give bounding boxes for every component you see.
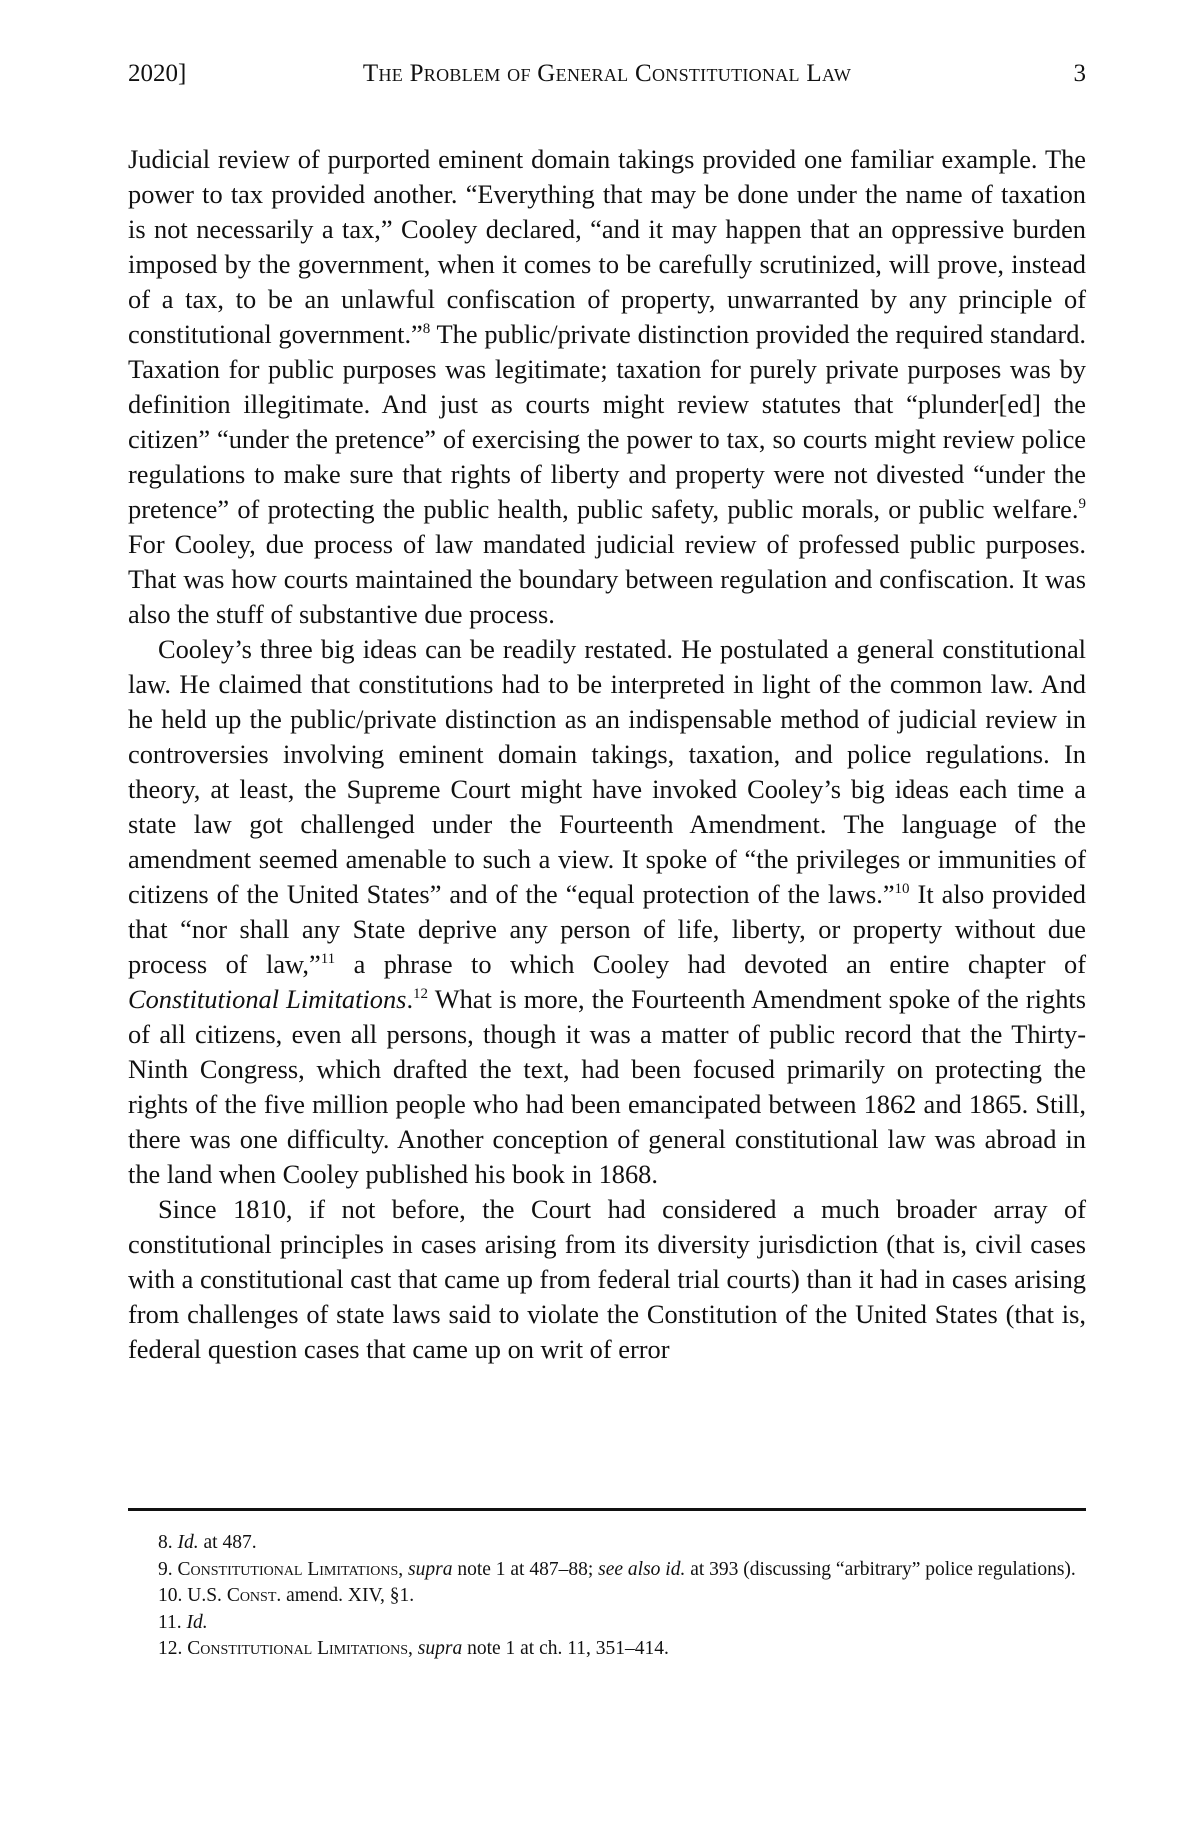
- footnote-text: amend. XIV, §1.: [281, 1585, 415, 1606]
- footnote-text: note 1 at 487–88;: [452, 1558, 599, 1580]
- footnote-8: [128, 1530, 1086, 1557]
- running-head: [128, 56, 1086, 92]
- footnote-number: 8.: [158, 1532, 173, 1553]
- footnote-ref-11[interactable]: 11: [320, 951, 336, 968]
- paragraph-2-period: .: [406, 984, 414, 1014]
- footnote-smallcaps: Constitutional Limitations: [177, 1558, 399, 1580]
- footnote-italic: Id.: [186, 1611, 208, 1633]
- footnote-italic: supra: [417, 1638, 463, 1659]
- footnote-number: 10.: [158, 1585, 183, 1606]
- page-number: 3: [1073, 60, 1086, 87]
- main-text: [128, 142, 1086, 1367]
- footnote-text: at 393 (discussing “arbitrary” police regulations).: [685, 1558, 1076, 1580]
- paragraph-2-text-b: It also provided that “nor shall any State deprive any person of life, liberty, or property without due process of law,”: [128, 879, 1086, 979]
- footnote-text: at 487.: [198, 1532, 257, 1553]
- footnote-11: [128, 1610, 1086, 1637]
- volume-year: 2020]: [128, 60, 187, 87]
- footnote-ref-12[interactable]: 12: [413, 986, 429, 1003]
- paragraph-1-text-c: For Cooley, due process of law mandated judicial review of professed public purposes. That was how courts maintained the boundary between regulation and confiscation. It was also the stuff of substantive due process.: [128, 529, 1086, 629]
- running-title: The Problem of General Constitutional Law: [362, 60, 852, 87]
- paragraph-1-text-b: The public/private distinction provided the required standard. Taxation for public purposes was legitimate; taxation for purely private purposes was by definition illegitimate. And just as courts might review statutes that “plunder[ed] the citizen” “under the pretence” of exercising the power to tax, so courts might review police regulations to make sure that rights of liberty and property were not divested “under the pretence” of protecting the public health, public safety, public morals, or public welfare.: [128, 319, 1086, 524]
- footnote-text: note 1 at ch. 11, 351–414.: [462, 1638, 669, 1659]
- footnote-number: 11.: [158, 1611, 182, 1633]
- footnote-ref-9[interactable]: 9: [1078, 496, 1086, 513]
- footnote-divider: [128, 1508, 1086, 1511]
- footnote-text: ,: [408, 1638, 418, 1659]
- footnote-italic: see also id.: [598, 1558, 686, 1580]
- footnote-ref-10[interactable]: 10: [894, 881, 910, 898]
- paragraph-3: [128, 1192, 1086, 1367]
- footnote-number: 12.: [158, 1638, 183, 1659]
- footnote-number: 9.: [158, 1558, 173, 1580]
- paragraph-1: [128, 142, 1086, 632]
- footnotes: [128, 1530, 1086, 1663]
- footnote-text: U.S.: [187, 1585, 227, 1606]
- paragraph-2-text-d: What is more, the Fourteenth Amendment spoke of the rights of all citizens, even all persons, though it was a matter of public record that the Thirty-Ninth Congress, which drafted the text, had been focused primarily on protecting the rights of the five million people who had been emancipated between 1862 and 1865. Still, there was one difficulty. Another conception of general constitutional law was abroad in the land when Cooley published his book in 1868.: [128, 984, 1087, 1189]
- paragraph-2: [128, 632, 1086, 1192]
- footnote-italic: Id.: [177, 1532, 199, 1553]
- footnote-italic: supra: [408, 1558, 453, 1580]
- footnote-12: [128, 1636, 1086, 1663]
- paragraph-2-text-a: Cooley’s three big ideas can be readily restated. He postulated a general constitutional law. He claimed that constitutions had to be interpreted in light of the common law. And he held up the public/private distinction as an indispensable method of judicial review in controversies involving eminent domain takings, taxation, and police regulations. In theory, at least, the Supreme Court might have invoked Cooley’s big ideas each time a state law got challenged under the Fourteenth Amendment. The language of the amendment seemed amenable to such a view. It spoke of “the privileges or immunities of citizens of the United States” and of the “equal protection of the laws.”: [128, 634, 1086, 909]
- footnote-text: ,: [398, 1558, 409, 1580]
- paragraph-3-text: Since 1810, if not before, the Court had considered a much broader array of constitutional principles in cases arising from its diversity jurisdiction (that is, civil cases with a constitutional cast that came up from federal trial courts) than it had in cases arising from challenges of state laws said to violate the Constitution of the United States (that is, federal question cases that came up on writ of error: [128, 1194, 1086, 1364]
- footnote-smallcaps: Constitutional Limitations: [187, 1638, 409, 1659]
- footnote-ref-8[interactable]: 8: [422, 321, 431, 338]
- footnote-10: [128, 1583, 1086, 1610]
- footnote-9: [128, 1557, 1086, 1584]
- footnote-smallcaps: Const.: [226, 1585, 282, 1606]
- paragraph-1-text-a: Judicial review of purported eminent domain takings provided one familiar example. The power to tax provided another. “Everything that may be done under the name of taxation is not necessarily a tax,” Cooley declared, “and it may happen that an oppressive burden imposed by the government, when it comes to be carefully scrutinized, will prove, instead of a tax, to be an unlawful confiscation of property, unwarranted by any principle of constitutional government.”: [128, 144, 1086, 349]
- book-title-italic: Constitutional Limitations: [128, 984, 407, 1014]
- paragraph-2-text-c: a phrase to which Cooley had devoted an entire chapter of: [335, 949, 1087, 979]
